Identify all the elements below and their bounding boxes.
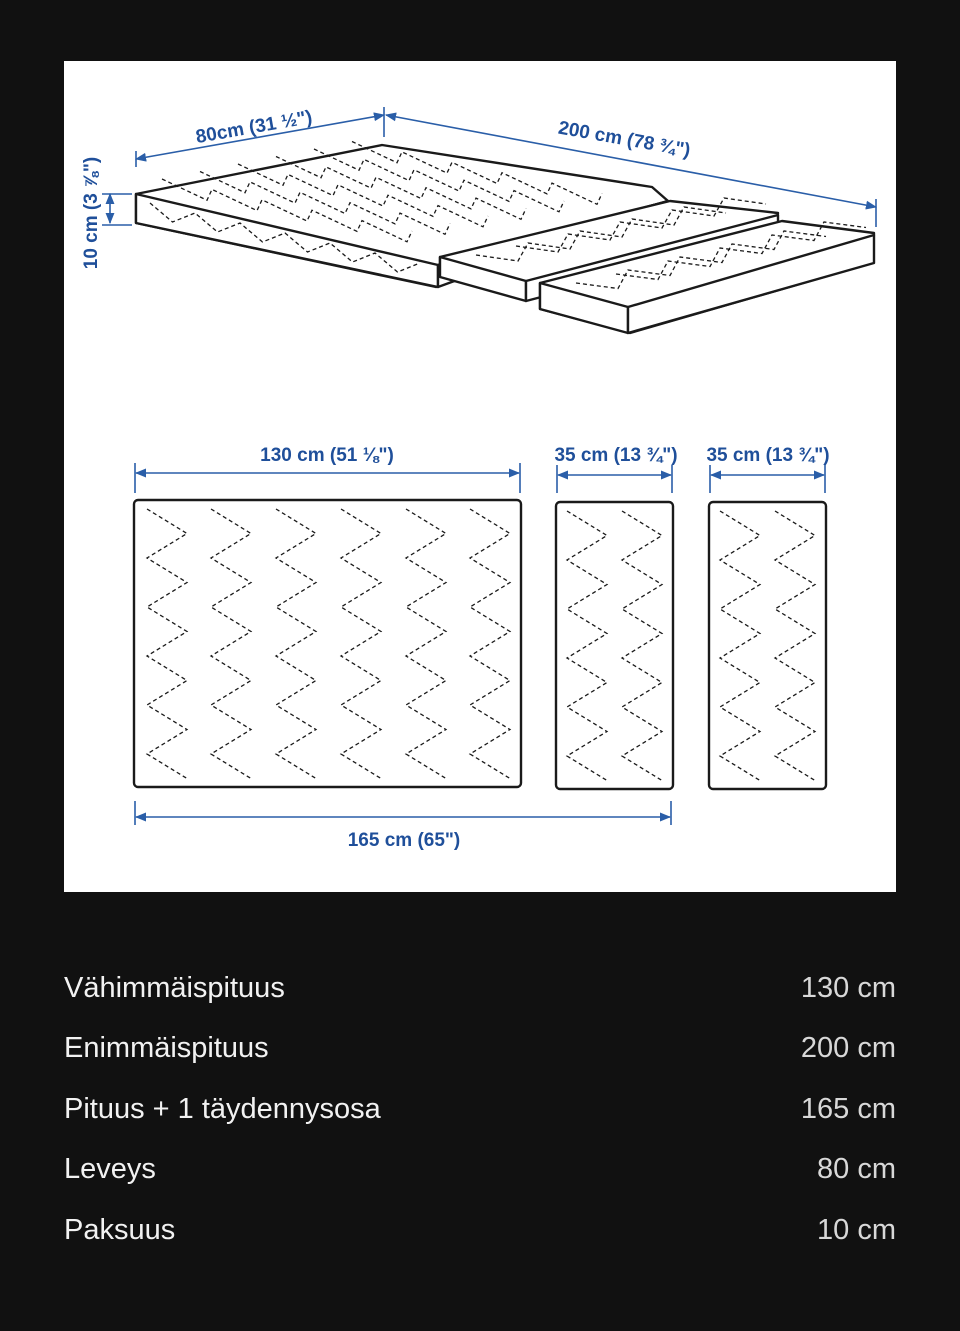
dim-main-part-label: 130 cm (51 ⅛")	[260, 445, 394, 466]
dim-extension-2-label: 35 cm (13 ¾")	[706, 445, 830, 466]
spec-value: 165 cm	[800, 1092, 896, 1125]
spec-row-width	[64, 1140, 896, 1201]
plan-mattress-view	[134, 445, 830, 851]
dim-extension-1-label: 35 cm (13 ¾")	[554, 445, 678, 466]
product-dimension-diagram	[64, 61, 896, 892]
main-mattress-plan	[134, 500, 521, 787]
dim-combined-label: 165 cm (65")	[347, 830, 461, 851]
spec-row-max-length	[64, 1019, 896, 1080]
spec-label: Leveys	[64, 1153, 156, 1186]
spec-value: 130 cm	[800, 971, 896, 1004]
spec-label: Vähimmäispituus	[64, 971, 285, 1004]
spec-row-thickness	[64, 1200, 896, 1261]
spec-row-length-plus-extension	[64, 1079, 896, 1140]
extension-1-plan	[556, 502, 673, 789]
extension-2-plan	[709, 502, 826, 789]
isometric-mattress-view	[81, 107, 876, 333]
spec-label: Pituus + 1 täydennysosa	[64, 1092, 381, 1125]
spec-value: 80 cm	[817, 1153, 896, 1186]
spec-label: Paksuus	[64, 1213, 176, 1246]
spec-label: Enimmäispituus	[64, 1032, 269, 1065]
dim-width-label: 80cm (31 ½")	[194, 106, 314, 149]
specification-list	[64, 958, 896, 1261]
dim-thickness-label: 10 cm (3 ⅞")	[81, 156, 102, 270]
dim-length-label: 200 cm (78 ¾")	[556, 117, 692, 162]
spec-row-min-length	[64, 958, 896, 1019]
spec-value: 10 cm	[817, 1213, 896, 1246]
spec-value: 200 cm	[800, 1032, 896, 1065]
